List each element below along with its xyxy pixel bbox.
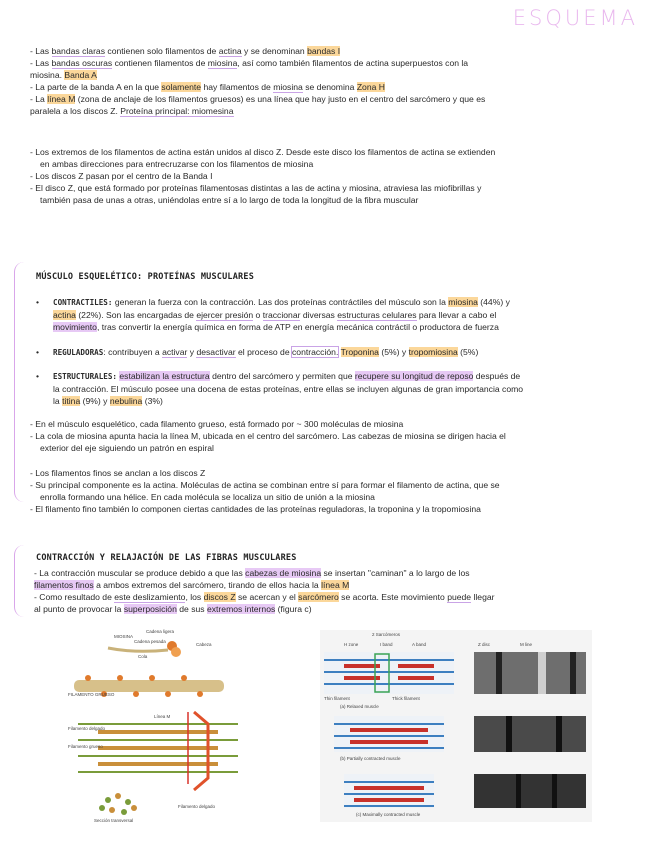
miosina-line: - En el músculo esquelético, cada filamento grueso, está formado por ~ 300 moléculas de miosina: [30, 419, 404, 429]
max-micrograph: [474, 774, 586, 808]
actina-line: - Los filamentos finos se anclan a los discos Z: [30, 468, 206, 478]
miosina-block: [30, 418, 630, 454]
actina-line: - Su principal componente es la actina. Moléculas de actina se combinan entre sí para formar el filamento de actina, que se: [30, 480, 500, 490]
bullet-dot: •: [36, 347, 40, 357]
intro-line: - Las bandas claras contienen solo filamentos de actina y se denominan bandas I: [30, 46, 341, 56]
section2-title: CONTRACCIÓN Y RELAJACIÓN DE LAS FIBRAS MUSCULARES: [36, 553, 297, 563]
myosin-head: [171, 647, 181, 657]
bullet-reguladoras: [36, 346, 596, 359]
label-tail: Cola: [138, 654, 148, 659]
label-thick: Filamento grueso: [68, 744, 103, 749]
contraccion-block: [34, 567, 634, 615]
caption-relaxed: (a) Relaxed muscle: [340, 704, 379, 709]
relaxed-micrograph: [474, 652, 586, 694]
contractiles-text: CONTRACTILES: generan la fuerza con la contracción. Las dos proteínas contráctiles del músculo son la miosina (44%) y actina (22%). Son las encargadas de ejercer presión o traccionar diversas estructuras celulares para llevar a cabo el movimiento, tras convertir la energía química en forma de ATP en energía mecánica contráctil o productora de fuerza: [53, 297, 510, 332]
label-head: Cabeza: [196, 642, 212, 647]
partial-diagram: [334, 716, 444, 752]
label-heavy-chain: Cadena pesada: [134, 639, 166, 644]
bullet-dot: •: [36, 297, 40, 307]
thick-filament-illustration: [74, 680, 224, 692]
intro-line: - La línea M (zona de anclaje de los filamentos gruesos) es una línea que hay justo en el centro del sarcómero y que es: [30, 94, 486, 104]
relaxed-diagram: [324, 652, 454, 694]
miosina-line: exterior del eje siguiendo un patrón en espiral: [40, 443, 214, 453]
contraccion-line: - La contracción muscular se produce debido a que las cabezas de miosina se insertan "caminan" a lo largo de los: [34, 568, 470, 578]
figure-contraction-svg: [320, 630, 592, 822]
discos-line: en ambas direcciones para entrecruzarse con los filamentos de miosina: [40, 159, 314, 169]
label-m-line: Línea M: [154, 714, 171, 719]
contraccion-line: - Como resultado de este deslizamiento, los discos Z se acercan y el sarcómero se acorta. Este movimiento puede llegar: [34, 592, 495, 602]
actina-block: [30, 467, 630, 515]
label-thick-filament: FILAMENTO GRUESO: [68, 692, 115, 697]
label-i-band: I band: [380, 642, 393, 647]
intro-line: - La parte de la banda A en la que solamente hay filamentos de miosina se denomina Zona H: [30, 82, 385, 92]
label-h-zone: H zone: [344, 642, 359, 647]
partial-micrograph: [474, 716, 586, 752]
discos-line: - Los extremos de los filamentos de actina están unidos al disco Z. Desde este disco los filamentos de actina se extienden: [30, 147, 496, 157]
label-myosin: MIOSINA: [114, 634, 134, 639]
discos-line: - Los discos Z pasan por el centro de la Banda I: [30, 171, 213, 181]
reguladoras-text: REGULADORAS: contribuyen a activar y desactivar el proceso de contracción. Troponina (5%) y tropomiosina (5%): [53, 347, 479, 357]
intro-line: paralela a los discos Z. Proteína principal: miomesina: [30, 106, 234, 116]
contraccion-line: al punto de provocar la superposición de sus extremos internos (figura c): [34, 604, 312, 614]
intro-line: - Las bandas oscuras contienen filamentos de miosina, así como también filamentos de actina superpuestos con la: [30, 58, 469, 68]
max-diagram: [344, 774, 434, 808]
label-thin-filament: Filamento delgado: [68, 726, 106, 731]
bullet-contractiles: [36, 296, 596, 333]
label-light-chain: Cadena ligera: [146, 629, 175, 634]
discos-line: también pasa de unas a otras, uniéndolas entre sí a lo largo de toda la longitud de la fibra muscular: [40, 195, 419, 205]
corner-title: ESQUEMA: [512, 6, 638, 30]
caption-max: (c) Maximally contracted muscle: [356, 812, 421, 817]
label-sarcomeres: 2 Sarcómeros: [372, 632, 401, 637]
figure-contraction: [320, 630, 592, 822]
discos-block: [30, 146, 630, 206]
section1-brace: [14, 262, 25, 502]
label-a-band: A band: [412, 642, 427, 647]
intro-block: [30, 45, 630, 117]
intro-line: miosina. Banda A: [30, 70, 97, 80]
label-cross-section: Sección transversal: [94, 818, 134, 823]
bullet-estructurales: [36, 370, 596, 407]
section1-title: MÚSCULO ESQUELÉTICO: PROTEÍNAS MUSCULARES: [36, 272, 255, 282]
actina-line: - El filamento fino también lo componen ciertas cantidades de las proteínas reguladoras, la troponina y la tropomiosina: [30, 504, 481, 514]
actina-line: enrolla formando una hélice. En cada molécula se localiza un sitio de unión a la miosina: [40, 492, 375, 502]
bullet-dot: •: [36, 371, 40, 381]
label-thin-filament: Thin filament: [324, 696, 350, 701]
contraccion-line: filamentos finos a ambos extremos del sarcómero, tirando de ellos hacia la línea M: [34, 580, 350, 590]
estructurales-text: ESTRUCTURALES: estabilizan la estructura dentro del sarcómero y permiten que recupere su longitud de reposo después de la contracción. El músculo posee una docena de estas proteínas, entre ellas se incluyen algunas de gran importancia como la titina (9%) y nebulina (3%): [53, 371, 524, 406]
label-thin: Filamento delgado: [178, 804, 216, 809]
caption-partial: (b) Partially contracted muscle: [340, 756, 401, 761]
miosina-line: - La cola de miosina apunta hacia la línea M, ubicada en el centro del sarcómero. Las cabezas de miosina se dirigen hacia el: [30, 431, 506, 441]
label-thick-filament: Thick filament: [392, 696, 420, 701]
discos-line: - El disco Z, que está formado por proteínas filamentosas distintas a las de actina y miosina, atraviesa las miofibrillas y: [30, 183, 482, 193]
label-m-line: M line: [520, 642, 533, 647]
figure-myosin: [68, 628, 264, 824]
label-z-disc: Z disc: [478, 642, 491, 647]
section2-brace: [14, 545, 25, 617]
